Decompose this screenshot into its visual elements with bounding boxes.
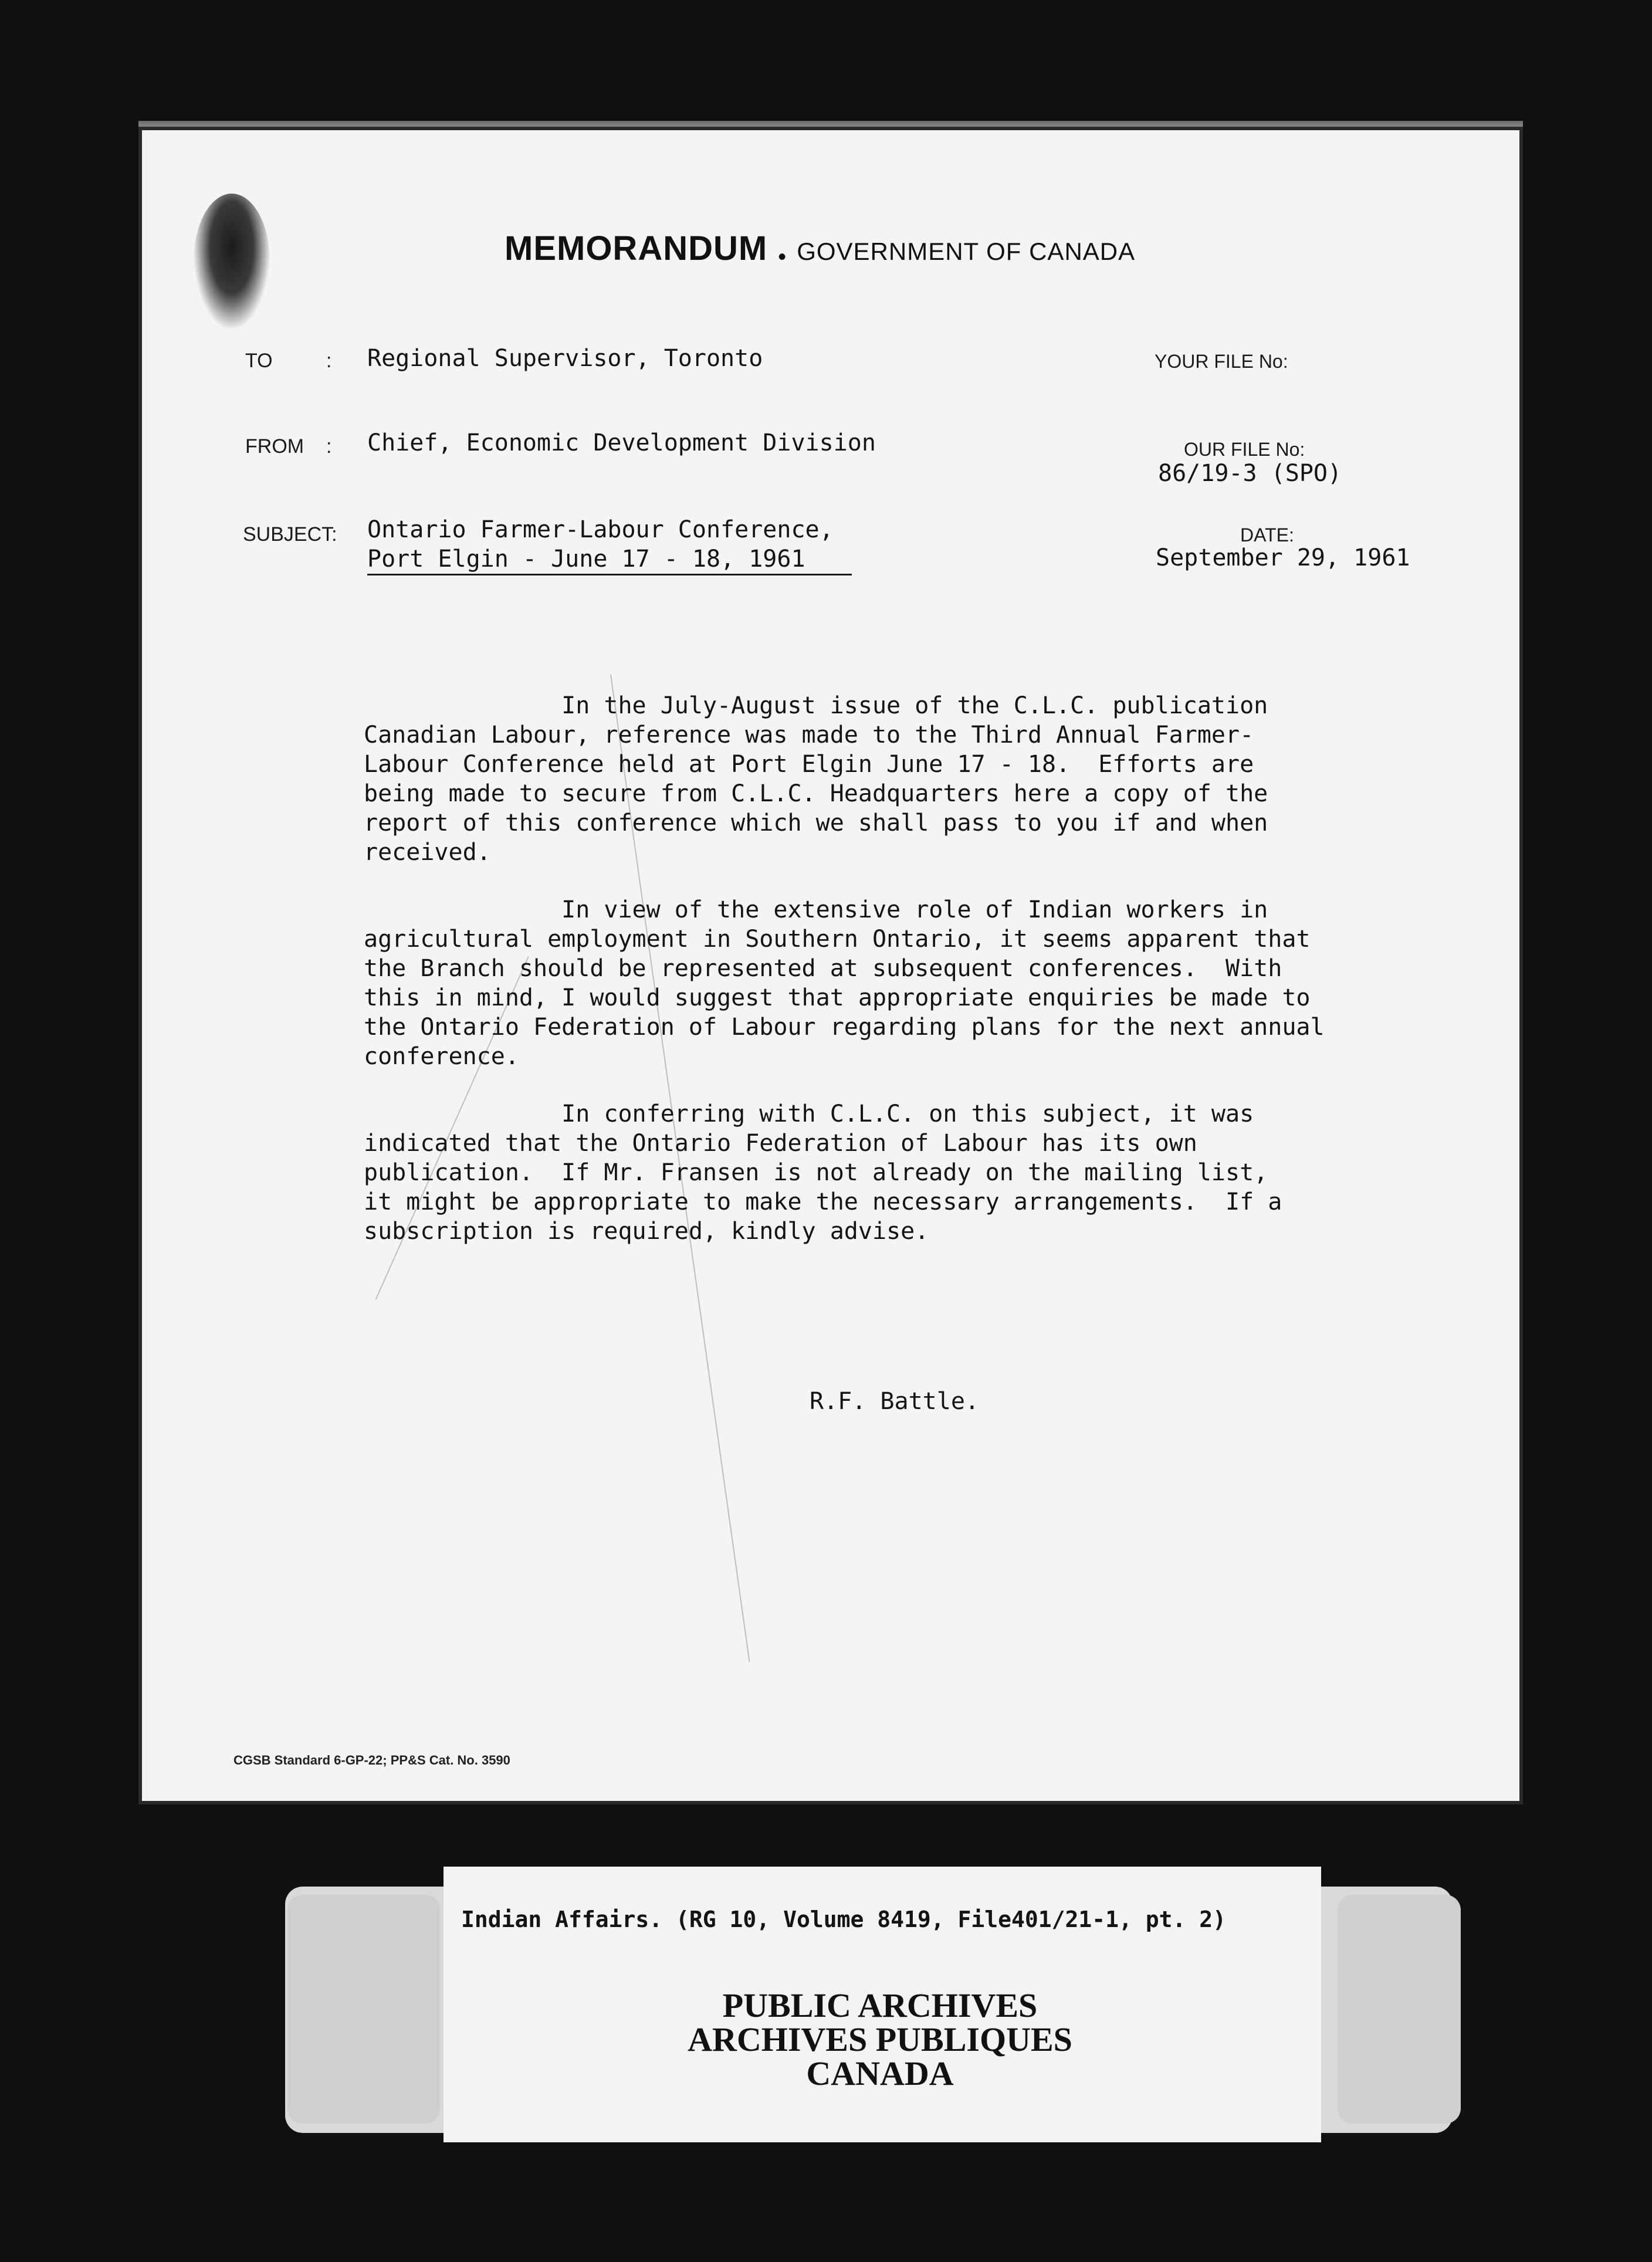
archive-stamp-line: CANADA <box>806 2054 954 2092</box>
to-colon: : <box>326 350 332 372</box>
our-file-label: OUR FILE No: <box>1184 439 1305 460</box>
archive-stamp-line: ARCHIVES PUBLIQUES <box>688 2020 1072 2058</box>
archive-stamp <box>616 1986 1144 2092</box>
date-value: September 29, 1961 <box>1156 544 1410 571</box>
from-value: Chief, Economic Development Division <box>367 429 876 456</box>
from-colon: : <box>326 435 332 458</box>
ink-smudge <box>194 194 270 329</box>
memo-title-main: MEMORANDUM <box>505 229 768 267</box>
body-paragraph: In view of the extensive role of Indian workers in agricultural employment in Southern Ontario, it seems apparent that the Branch should be represented at subsequent conferences. With this in mind, I would suggest that appropriate enquiries be made to the Ontario Federation of Labour regarding plans for the next annual conference. <box>364 896 1325 1070</box>
archive-reference: Indian Affairs. (RG 10, Volume 8419, File401/21-1, pt. 2) <box>461 1907 1227 1932</box>
subject-line-2: Port Elgin - June 17 - 18, 1961 <box>367 546 852 575</box>
form-footer-note: CGSB Standard 6-GP-22; PP&S Cat. No. 3590 <box>233 1753 510 1767</box>
memo-title <box>505 229 1135 270</box>
subject-line-1: Ontario Farmer-Labour Conference, <box>367 516 834 543</box>
memo-title-org: GOVERNMENT OF CANADA <box>797 238 1136 265</box>
from-label: FROM <box>245 435 304 458</box>
our-file-value: 86/19-3 (SPO) <box>1158 460 1342 487</box>
body-paragraph: In the July-August issue of the C.L.C. publication Canadian Labour, reference was made to the Third Annual Farmer- Labour Conference held at Port Elgin June 17 - 18. Efforts are being made to secure from C.L.C. Headquarters here a copy of the report of this conference which we shall pass to you if and when received. <box>364 692 1268 866</box>
your-file-label: YOUR FILE No: <box>1155 351 1288 372</box>
archive-card-tab <box>287 1895 440 2124</box>
signature: R.F. Battle. <box>810 1388 979 1415</box>
archive-stamp-line: PUBLIC ARCHIVES <box>722 1986 1038 2024</box>
title-separator: • <box>778 244 787 270</box>
date-label: DATE: <box>1240 524 1294 546</box>
subject-label: SUBJECT: <box>243 523 337 546</box>
to-label: TO <box>245 350 273 372</box>
to-value: Regional Supervisor, Toronto <box>367 345 763 372</box>
archive-card-tab <box>1338 1895 1461 2124</box>
body-paragraph: In conferring with C.L.C. on this subject, it was indicated that the Ontario Federation of Labour has its own publication. If Mr. Fransen is not already on the mailing list, it might be appropriate to make the necessary arrangements. If a subscription is required, kindly advise. <box>364 1100 1282 1245</box>
